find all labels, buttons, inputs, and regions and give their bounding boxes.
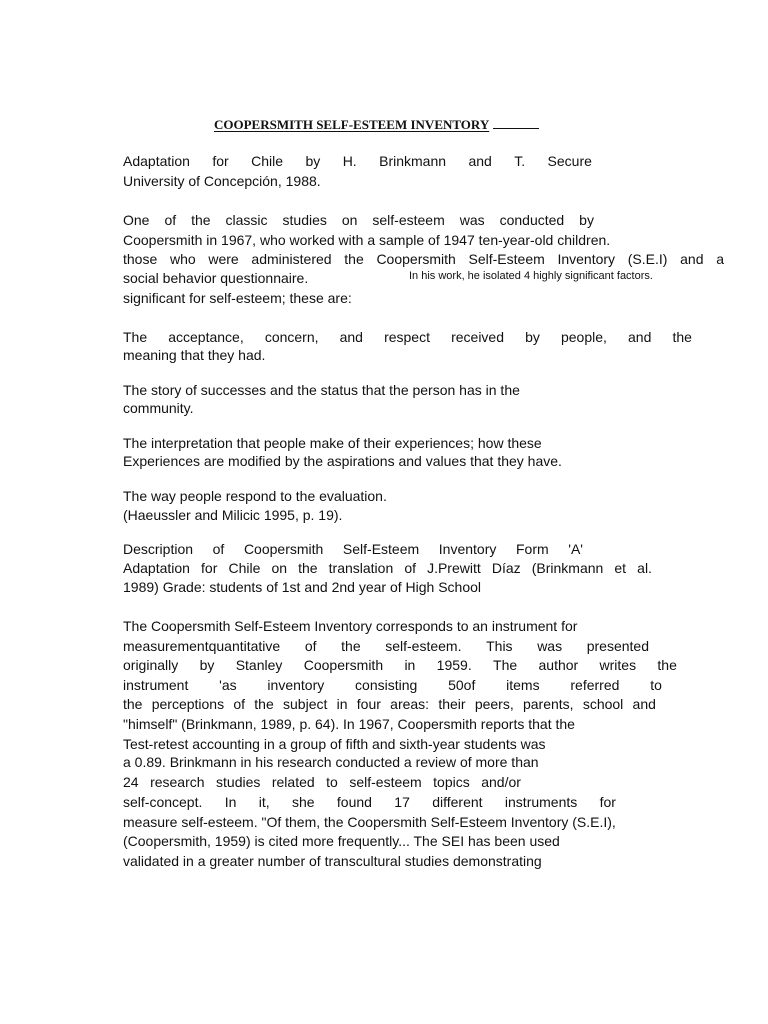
word: Self-Esteem: [468, 251, 545, 267]
word: in: [336, 696, 348, 712]
word: T.: [514, 153, 526, 169]
word: Díaz: [491, 560, 521, 576]
word: on: [271, 560, 288, 576]
description-line-2: [123, 560, 652, 577]
word: This: [486, 638, 513, 654]
factor-1-line-2: meaning that they had.: [123, 347, 266, 363]
adaptation-line-2: University of Concepción, 1988.: [123, 173, 321, 189]
word: to: [326, 774, 338, 790]
word: administered: [251, 251, 332, 267]
word: was: [459, 212, 485, 228]
factor-1-line-1: [123, 329, 692, 346]
intro-line-2: Coopersmith in 1967, who worked with a sample of 1947 ten-year-old children.: [123, 232, 611, 248]
document-title: [214, 116, 570, 133]
word: people,: [560, 329, 607, 345]
word: by: [199, 657, 215, 673]
word: self-concept.: [123, 794, 203, 810]
word: the: [657, 657, 677, 673]
body-line-4: [123, 677, 662, 694]
word: of: [212, 541, 225, 557]
word: translation: [328, 560, 394, 576]
word: originally: [123, 657, 179, 673]
factor-3-line-2: Experiences are modified by the aspirations and values that they have.: [123, 453, 562, 469]
body-line-7: Test-retest accounting in a group of fifth and sixth-year students was: [123, 736, 546, 752]
word: Form: [515, 541, 549, 557]
word: The: [493, 657, 518, 673]
description-line-1: [123, 541, 583, 558]
word: self-esteem: [349, 774, 422, 790]
word: 50of: [448, 677, 476, 693]
word: et: [614, 560, 627, 576]
word: four: [356, 696, 381, 712]
word: by: [305, 153, 321, 169]
word: subject: [283, 696, 328, 712]
word: J.Prewitt: [427, 560, 481, 576]
word: and: [680, 251, 704, 267]
word: measurementquantitative: [123, 638, 281, 654]
word: and: [632, 696, 656, 712]
word: (S.E.I): [627, 251, 668, 267]
word: (Brinkmann: [531, 560, 604, 576]
word: Adaptation: [123, 153, 190, 169]
factor-2-line-1: The story of successes and the status that the person has in the: [123, 382, 520, 398]
word: found: [336, 794, 372, 810]
body-line-8: a 0.89. Brinkmann in his research conducted a review of more than: [123, 754, 539, 770]
word: by: [579, 212, 594, 228]
factor-2-line-2: community.: [123, 400, 194, 416]
word: their: [438, 696, 466, 712]
word: to: [650, 677, 662, 693]
word: for: [212, 153, 229, 169]
word: In: [224, 794, 237, 810]
word: classic: [225, 212, 268, 228]
word: Inventory: [438, 541, 497, 557]
word: items: [506, 677, 540, 693]
word: presented: [586, 638, 649, 654]
word: she: [291, 794, 315, 810]
word: H.: [342, 153, 357, 169]
word: One: [123, 212, 150, 228]
body-line-3: [123, 657, 677, 674]
word: and: [628, 329, 652, 345]
description-line-3: 1989) Grade: students of 1st and 2nd year of High School: [123, 579, 482, 595]
intro-line-1: [123, 212, 594, 229]
body-line-13: validated in a greater number of transcultural studies demonstrating: [123, 853, 542, 869]
word: Stanley: [235, 657, 283, 673]
word: of: [233, 696, 246, 712]
factor-3-line-1: The interpretation that people make of their experiences; how these: [123, 435, 542, 451]
word: research: [150, 774, 205, 790]
word: the: [672, 329, 692, 345]
word: self-esteem.: [385, 638, 462, 654]
word: Self-Esteem: [342, 541, 420, 557]
intro-line-5: significant for self-esteem; these are:: [123, 290, 352, 306]
word: by: [525, 329, 540, 345]
word: self-esteem: [372, 212, 445, 228]
word: of: [164, 212, 177, 228]
word: the: [344, 251, 364, 267]
word: Description: [123, 541, 194, 557]
word: peers,: [474, 696, 514, 712]
word: Secure: [547, 153, 592, 169]
title-text: COOPERSMITH SELF-ESTEEM INVENTORY: [214, 117, 490, 132]
body-line-9: [123, 774, 521, 791]
word: 'as: [219, 677, 237, 693]
word: the: [123, 696, 143, 712]
word: Brinkmann: [379, 153, 447, 169]
word: author: [538, 657, 579, 673]
factor-4-line-1: The way people respond to the evaluation.: [123, 488, 387, 504]
word: related: [271, 774, 315, 790]
word: 'A': [568, 541, 583, 557]
word: 1959.: [436, 657, 472, 673]
word: conducted: [499, 212, 565, 228]
word: in: [404, 657, 416, 673]
intro-line-3: [123, 251, 724, 268]
word: consisting: [355, 677, 418, 693]
word: the: [298, 560, 318, 576]
word: received: [451, 329, 504, 345]
word: Chile: [228, 560, 261, 576]
word: the: [341, 638, 361, 654]
word: and/or: [481, 774, 521, 790]
word: writes: [599, 657, 637, 673]
body-line-1: The Coopersmith Self-Esteem Inventory corresponds to an instrument for: [123, 618, 578, 634]
word: those: [123, 251, 158, 267]
word: school: [582, 696, 624, 712]
word: The: [123, 329, 148, 345]
word: were: [208, 251, 239, 267]
body-line-10: [123, 794, 616, 811]
word: acceptance,: [168, 329, 244, 345]
word: parents,: [522, 696, 574, 712]
word: instruments: [504, 794, 578, 810]
word: it,: [258, 794, 270, 810]
intro-side-note: In his work, he isolated 4 highly significant factors.: [409, 270, 653, 282]
word: Inventory: [557, 251, 616, 267]
word: areas:: [390, 696, 430, 712]
word: on: [341, 212, 358, 228]
word: of: [304, 638, 317, 654]
adaptation-line-1: [123, 153, 592, 170]
word: and: [468, 153, 492, 169]
word: the: [254, 696, 274, 712]
word: 17: [394, 794, 410, 810]
word: topics: [433, 774, 470, 790]
factor-4-line-2: (Haeussler and Milicic 1995, p. 19).: [123, 507, 343, 523]
title-underline-tail: [493, 116, 539, 129]
word: and: [339, 329, 363, 345]
body-line-5: [123, 696, 656, 713]
word: referred: [570, 677, 620, 693]
word: Adaptation: [123, 560, 190, 576]
word: instrument: [123, 677, 189, 693]
word: studies: [282, 212, 327, 228]
word: Chile: [251, 153, 284, 169]
word: respect: [384, 329, 430, 345]
intro-line-4: social behavior questionnaire.: [123, 270, 309, 286]
word: a: [716, 251, 724, 267]
body-line-12: (Coopersmith, 1959) is cited more frequently... The SEI has been used: [123, 833, 560, 849]
word: perceptions: [151, 696, 225, 712]
word: Coopersmith: [243, 541, 324, 557]
word: concern,: [264, 329, 319, 345]
body-line-6: "himself" (Brinkmann, 1989, p. 64). In 1967, Coopersmith reports that the: [123, 716, 575, 732]
word: 24: [123, 774, 139, 790]
word: studies: [216, 774, 261, 790]
word: al.: [637, 560, 652, 576]
word: for: [599, 794, 616, 810]
body-line-11: measure self-esteem. "Of them, the Coopersmith Self-Esteem Inventory (S.E.I),: [123, 814, 616, 830]
word: for: [201, 560, 218, 576]
word: Coopersmith: [303, 657, 384, 673]
word: inventory: [267, 677, 325, 693]
word: of: [404, 560, 416, 576]
word: different: [432, 794, 483, 810]
word: Coopersmith: [376, 251, 456, 267]
word: the: [191, 212, 211, 228]
body-line-2: [123, 638, 649, 655]
word: was: [537, 638, 563, 654]
word: who: [169, 251, 196, 267]
